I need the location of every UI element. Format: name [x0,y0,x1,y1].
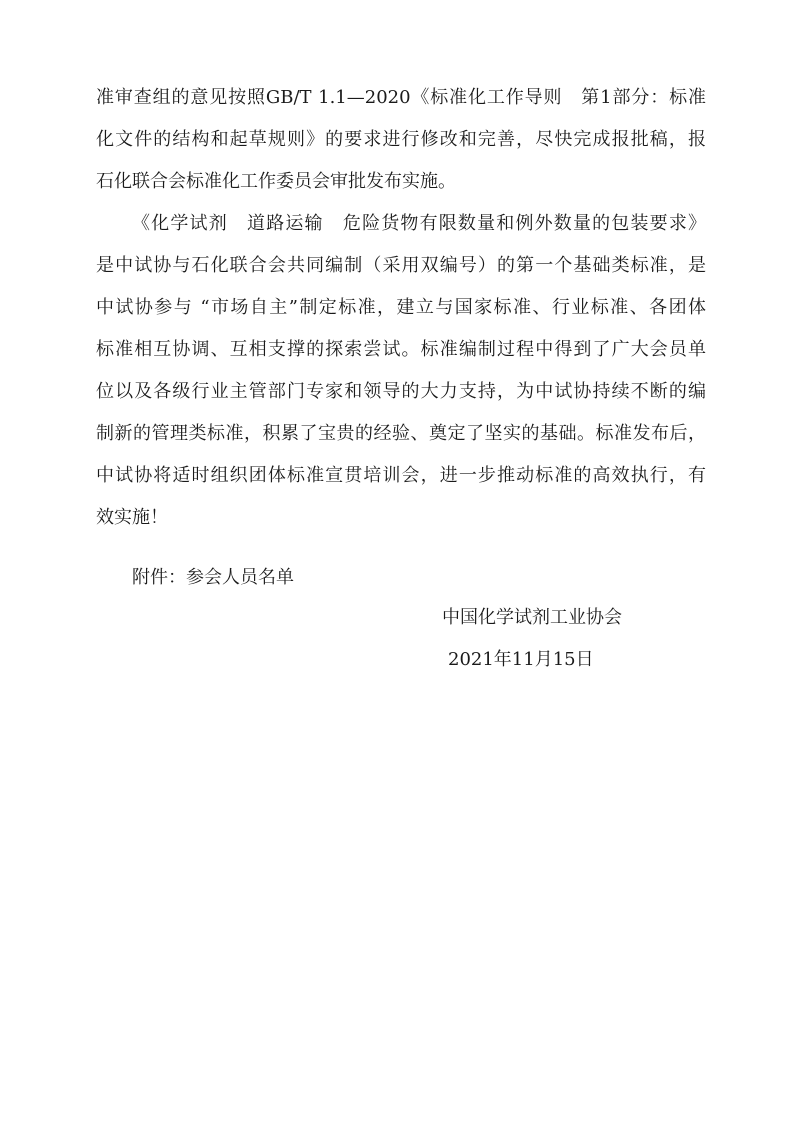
signature-date: 2021年11月15日 [448,649,594,670]
paragraph-2-line-5: 位以及各级行业主管部门专家和领导的大力支持，为中试协持续不断的编 [96,381,706,402]
paragraph-1-line-2: 化文件的结构和起草规则》的要求进行修改和完善，尽快完成报批稿，报 [96,129,706,150]
signature-organization: 中国化学试剂工业协会 [442,607,622,628]
paragraph-1-line-1: 准审查组的意见按照GB/T 1.1—2020《标准化工作导则 第1部分：标准 [96,87,706,108]
paragraph-1-line-3: 石化联合会标准化工作委员会审批发布实施。 [96,171,456,192]
paragraph-2-line-1: 《化学试剂 道路运输 危险货物有限数量和例外数量的包装要求》 [132,213,706,234]
paragraph-2-line-7: 中试协将适时组织团体标准宣贯培训会，进一步推动标准的高效执行，有 [96,465,706,486]
paragraph-2-line-4: 标准相互协调、互相支撑的探索尝试。标准编制过程中得到了广大会员单 [96,339,706,360]
paragraph-2-line-3: 中试协参与 “市场自主”制定标准，建立与国家标准、行业标准、各团体 [96,297,706,318]
attachment-note: 附件：参会人员名单 [132,567,294,588]
paragraph-2-line-6: 制新的管理类标准，积累了宝贵的经验、奠定了坚实的基础。标准发布后， [96,423,706,444]
paragraph-2-line-2: 是中试协与石化联合会共同编制（采用双编号）的第一个基础类标准，是 [96,255,706,276]
paragraph-2-line-8: 效实施！ [96,507,168,528]
